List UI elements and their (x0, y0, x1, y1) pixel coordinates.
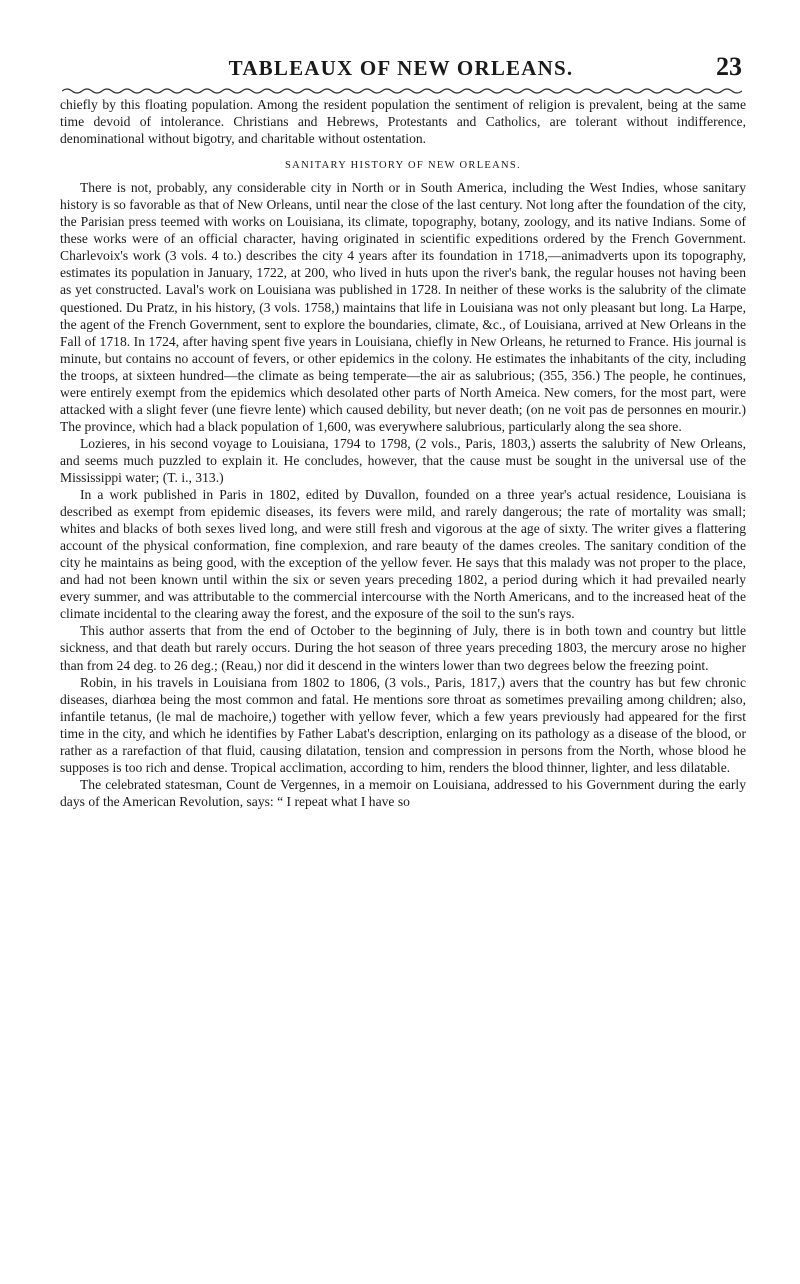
wavy-rule-line (62, 89, 742, 93)
section-heading: SANITARY HISTORY OF NEW ORLEANS. (285, 160, 521, 172)
paragraph-5: Robin, in his travels in Louisiana from 1802 to 1806, (3 vols., Paris, 1817,) avers that the country has but few chronic diseases, diarhœa being the most common and fatal. He mentions sore throat as sometimes prevailing among children; also, infantile tetanus, (le mal de machoire,) together with yellow fever, which a few years previously had appeared for the first time in the city, and which he identifies by Father Labat's description, enlarging on its pathology as a disease of the blood, or rather as a rarefaction of that fluid, causing dilatation, tension and compression in persons from the North, whose blood he supposes is too rich and dense. Tropical acclimation, according to him, renders the blood thinner, lighter, and less dilatable. (60, 674, 746, 775)
body-text (60, 96, 746, 810)
running-title: TABLEAUX OF NEW ORLEANS. (228, 56, 574, 80)
intro-paragraph: chiefly by this floating population. Among the resident population the sentiment of religion is prevalent, being at the same time devoid of intolerance. Christians and Hebrews, Protestants and Catholics, are tolerant without indifference, denominational without bigotry, and charitable without ostentation. (60, 97, 746, 147)
running-head (60, 52, 742, 86)
wavy-rule-divider (62, 86, 742, 96)
paragraph-2: Lozieres, in his second voyage to Louisiana, 1794 to 1798, (2 vols., Paris, 1803,) asserts the salubrity of New Orleans, and seems much puzzled to explain it. He concludes, however, that the cause must be sought in the universal use of the Mississippi water; (T. i., 313.) (60, 435, 746, 485)
paragraph-6: The celebrated statesman, Count de Vergennes, in a memoir on Louisiana, addressed to his Government during the early days of the American Revolution, says: “ I repeat what I have so (60, 776, 746, 809)
paragraph-4: This author asserts that from the end of October to the beginning of July, there is in both town and country but little sickness, and that death but rarely occurs. During the hot season of three years preceding 1803, the mercury arose no higher than from 24 deg. to 26 deg.; (Reau,) nor did it descend in the winters lower than two degrees below the freezing point. (60, 623, 746, 673)
paragraph-1: There is not, probably, any considerable city in North or in South America, including the West Indies, whose sanitary history is so favorable as that of New Orleans, until near the close of the last century. Not long after the foundation of the city, the Parisian press teemed with works on Louisiana, its climate, topography, botany, zoology, and its native Indians. Some of these works were of an official character, having originated in scientific expeditions ordered by the French Government. Charlevoix's work (3 vols. 4 to.) describes the city 4 years after its foundation in 1718,—animadverts upon its topography, estimates its population in January, 1722, at 200, who lived in huts upon the river's bank, the regular houses not having been as yet constructed. Laval's work on Louisiana was published in 1728. In neither of these works is the salubrity of the climate questioned. Du Pratz, in his history, (3 vols. 1758,) maintains that life in Louisiana was not only pleasant but long. La Harpe, the agent of the French Government, sent to explore the boundaries, climate, &c., of Louisiana, arrived at New Orleans in the Fall of 1718. In 1724, after having spent five years in Louisiana, chiefly in New Orleans, he returned to France. His journal is minute, but contains no account of fevers, or other epidemics in the colony. He estimates the inhabitants of the city, including the troops, at sixteen hundred—the climate as being temperate—the air as salubrious; (355, 356.) The people, he continues, were entirely exempt from the epidemics which desolated other parts of North Ameica. New comers, for the most part, were attacked with a slight fever (une fievre lente) which caused debility, but never death; (on ne voit pas de personnes en mourir.) The province, which had a black population of 1,600, was everywhere salubrious, particularly along the sea shore. (60, 180, 746, 434)
page-number: 23 (716, 52, 742, 81)
paragraph-3: In a work published in Paris in 1802, edited by Duvallon, founded on a three year's actual residence, Louisiana is described as exempt from epidemic diseases, its fevers were mild, and rarely dangerous; the rate of mortality was small; whites and blacks of both sexes lived long, and were still fresh and vigorous at the age of sixty. The writer gives a flattering account of the physical conformation, fine complexion, and rare beauty of the dames creoles. The sanitary condition of the city he maintains as being good, with the exception of the yellow fever. He says that this malady was not proper to the place, and had not been known until within the six or seven years preceding 1802, a period during which it had prevailed nearly every summer, and was attributable to the commercial intercourse with the North Americans, and to the increased heat of the climate incidental to the clearing away the forest, and the exposure of the soil to the sun's rays. (60, 487, 746, 622)
